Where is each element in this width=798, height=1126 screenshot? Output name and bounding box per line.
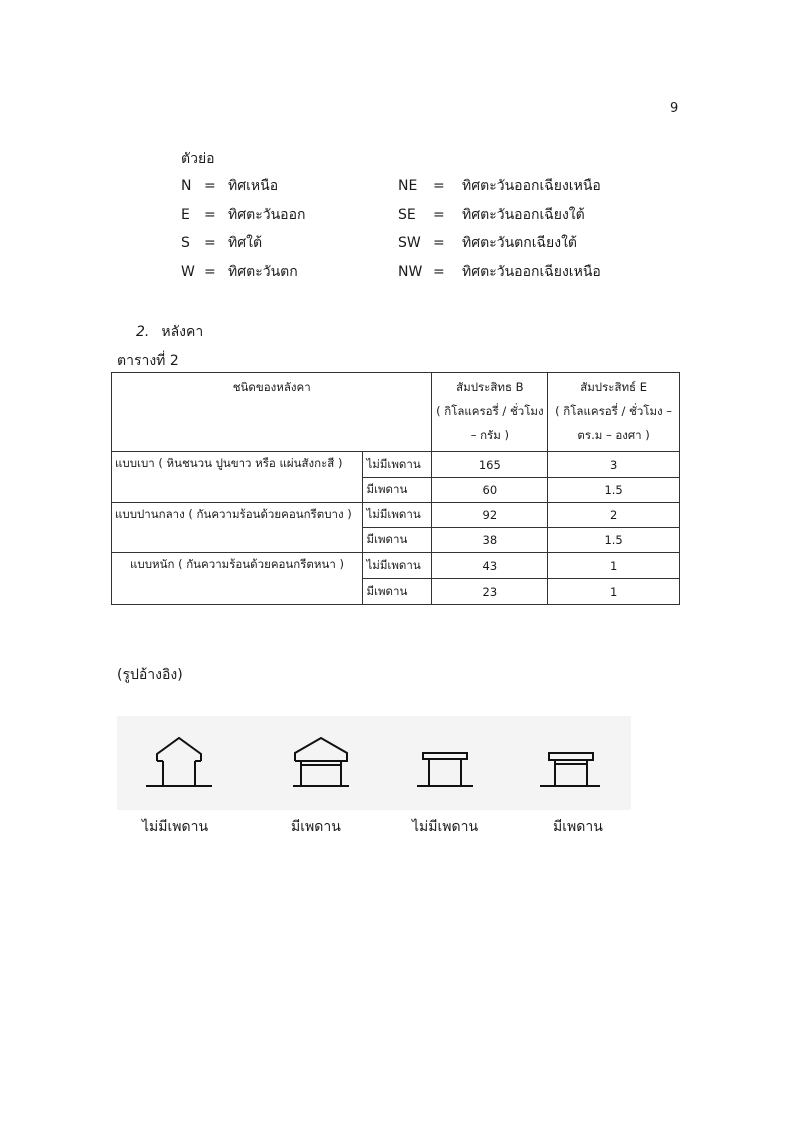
abbr-code: W (181, 264, 195, 280)
reference-figure-label: (รูปอ้างอิง) (117, 667, 183, 683)
coef-b-cell: 43 (432, 553, 548, 579)
coef-e-cell: 1.5 (548, 478, 680, 503)
abbr-meaning: ทิศตะวันออกเฉียงเหนือ (462, 264, 601, 280)
page-number: 9 (670, 101, 679, 116)
abbr-equals: = (433, 207, 445, 223)
table-caption: ตารางที่ 2 (117, 353, 179, 369)
roof-type-cell: แบบปานกลาง ( กันความร้อนด้วยคอนกรีตบาง ) (112, 503, 363, 553)
abbreviation-row (0, 262, 798, 282)
abbr-equals: = (204, 207, 216, 223)
abbr-meaning: ทิศตะวันออกเฉียงใต้ (462, 207, 585, 223)
roof-type-cell: แบบหนัก ( กันความร้อนด้วยคอนกรีตหนา ) (112, 553, 363, 605)
header-text: – กรัม ) (470, 428, 509, 442)
coef-b-cell: 165 (432, 452, 548, 478)
diagram-caption: ไม่มีเพดาน (412, 819, 479, 835)
table-row (112, 503, 680, 528)
table-row (112, 553, 680, 579)
coef-e-cell: 1.5 (548, 528, 680, 553)
diagram-caption: มีเพดาน (291, 819, 341, 835)
abbr-code: NE (398, 178, 418, 194)
abbr-equals: = (204, 178, 216, 194)
abbr-equals: = (433, 264, 445, 280)
abbr-code: SE (398, 207, 416, 223)
abbr-code: S (181, 235, 190, 251)
abbr-equals: = (433, 178, 445, 194)
abbr-equals: = (433, 235, 445, 251)
abbr-meaning: ทิศตะวันตกเฉียงใต้ (462, 235, 578, 251)
header-text: สัมประสิทธ์ E (580, 380, 647, 394)
abbr-code: SW (398, 235, 421, 251)
roof-coefficient-table (111, 372, 680, 605)
abbr-code: E (181, 207, 190, 223)
table-row (112, 452, 680, 478)
flat-roof-with-ceiling-diagram (540, 753, 600, 786)
abbreviation-row (0, 205, 798, 225)
flat-roof-no-ceiling-diagram (417, 753, 473, 786)
abbr-meaning: ทิศตะวันออก (228, 207, 306, 223)
coef-b-cell: 38 (432, 528, 548, 553)
coef-e-cell: 1 (548, 579, 680, 605)
abbr-meaning: ทิศเหนือ (228, 178, 279, 194)
diagram-caption: มีเพดาน (553, 819, 603, 835)
header-coef-e (548, 373, 680, 452)
section-number: 2. (136, 324, 150, 340)
header-coef-b (432, 373, 548, 452)
pitched-roof-no-ceiling-diagram (146, 738, 212, 786)
abbr-equals: = (204, 235, 216, 251)
header-text: ( กิโลแครอรี่ / ชั่วโมง – (555, 404, 673, 418)
condition-cell: ไม่มีเพดาน (363, 503, 432, 528)
header-roof-type: ชนิดของหลังคา (112, 373, 432, 452)
abbr-meaning: ทิศใต้ (228, 235, 263, 251)
coef-e-cell: 2 (548, 503, 680, 528)
abbr-meaning: ทิศตะวันออกเฉียงเหนือ (462, 178, 601, 194)
header-text: สัมประสิทธ B (456, 380, 524, 394)
coef-b-cell: 92 (432, 503, 548, 528)
coef-e-cell: 1 (548, 553, 680, 579)
roof-diagrams (117, 716, 631, 810)
abbr-code: N (181, 178, 192, 194)
section-heading (136, 321, 203, 343)
abbreviation-row (0, 176, 798, 196)
coef-b-cell: 60 (432, 478, 548, 503)
coef-b-cell: 23 (432, 579, 548, 605)
abbr-meaning: ทิศตะวันตก (228, 264, 298, 280)
condition-cell: มีเพดาน (363, 579, 432, 605)
condition-cell: ไม่มีเพดาน (363, 452, 432, 478)
roof-type-cell: แบบเบา ( หินชนวน ปูนขาว หรือ แผ่นสังกะสี ) (112, 452, 363, 503)
section-title: หลังคา (161, 324, 204, 340)
diagram-caption: ไม่มีเพดาน (142, 819, 209, 835)
condition-cell: มีเพดาน (363, 478, 432, 503)
condition-cell: มีเพดาน (363, 528, 432, 553)
coef-e-cell: 3 (548, 452, 680, 478)
table-header-row (112, 373, 680, 452)
condition-cell: ไม่มีเพดาน (363, 553, 432, 579)
pitched-roof-with-ceiling-diagram (293, 738, 349, 786)
header-text: ตร.ม – องศา ) (577, 428, 650, 442)
abbreviation-row (0, 233, 798, 253)
abbreviations-title: ตัวย่อ (181, 151, 215, 167)
abbr-code: NW (398, 264, 423, 280)
abbr-equals: = (204, 264, 216, 280)
header-text: ( กิโลแครอรี่ / ชั่วโมง (436, 404, 544, 418)
